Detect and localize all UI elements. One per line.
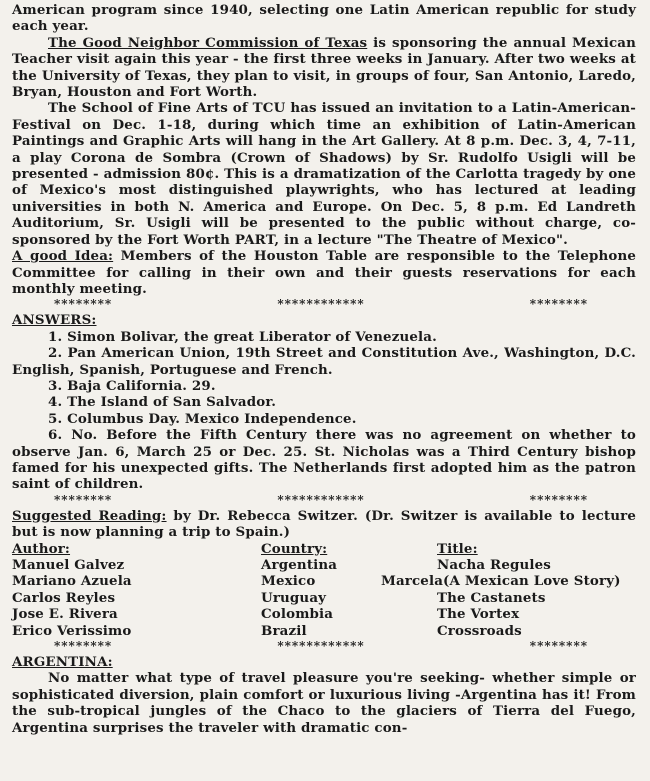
answer-item-1: 1. Simon Bolivar, the great Liberator of Venezuela. — [48, 328, 437, 345]
answer-item-5: 5. Columbus Day. Mexico Independence. — [48, 410, 357, 427]
reading-country: Mexico — [261, 573, 316, 590]
header-author: Author: — [12, 540, 71, 557]
answers-heading: ANSWERS: — [12, 312, 97, 329]
reading-author: Manuel Galvez — [12, 556, 125, 573]
separator-1 — [12, 297, 636, 312]
answer-item-6: 6. No. Before the Fifth Century there was no agreement on whether to observe Jan. 6, March 25 or Dec. 25. St. Nicholas was a Third Century bishop famed for his unexpected gifts. The Netherlands first adopted him as the patron saint of children. — [12, 427, 636, 493]
separator-3 — [12, 639, 636, 654]
separator-left: ******** — [54, 297, 113, 312]
paragraph-argentina: No matter what type of travel pleasure you're seeking- whether simple or sophisticated diversion, plain comfort or luxurious living -Argentina has it! From the sub-tropical jungles of the Chaco to the glaciers of Tierra del Fuego, Argentina surprises the traveler with dramatic con- — [12, 670, 636, 736]
argentina-heading: ARGENTINA: — [12, 653, 113, 670]
separator-left: ******** — [54, 638, 113, 653]
reading-title: Nacha Regules — [437, 556, 551, 573]
reading-country: Argentina — [261, 556, 338, 573]
reading-author: Carlos Reyles — [12, 589, 116, 606]
reading-country: Brazil — [261, 622, 307, 639]
separator-right: ******** — [529, 492, 588, 507]
header-title: Title: — [437, 540, 478, 557]
paragraph-good-idea — [12, 248, 636, 297]
separator-center: ************ — [277, 297, 365, 312]
reading-title: The Castanets — [437, 589, 546, 606]
reading-country: Uruguay — [261, 589, 327, 606]
separator-left: ******** — [54, 492, 113, 507]
separator-right: ******** — [529, 638, 588, 653]
reading-country: Colombia — [261, 606, 334, 623]
good-neighbor-lead: The Good Neighbor Commission of Texas — [48, 34, 368, 51]
paragraph-tcu-festival: The School of Fine Arts of TCU has issued an invitation to a Latin-American-Festival on Dec. 1-18, during which time an exhibition of Latin-American Paintings and Graphic Arts will hang in the Art Gallery. At 8 p.m. Dec. 3, 4, 7-11, a play Corona de Sombra (Crown of Shadows) by Sr. Rudolfo Usigli will be presented - admission 80¢. This is a dramatization of the Carlotta tragedy by one of Mexico's most distinguished playwrights, who has lectured at leading universities in both N. America and Europe. On Dec. 5, 8 p.m. Ed Landreth Auditorium, Sr. Usigli will be presented to the public without charge, co-sponsored by the Fort Worth PART, in a lecture "The Theatre of Mexico". — [12, 100, 636, 248]
good-idea-lead: A good Idea: — [12, 248, 114, 265]
reading-title: Crossroads — [437, 622, 522, 639]
paragraph-good-neighbor — [12, 35, 636, 101]
reading-title: The Vortex — [437, 606, 520, 623]
reading-author: Jose E. Rivera — [12, 606, 118, 623]
good-idea-text: Members of the Houston Table are responsible to the Telephone Committee for calling in their own and their guests reservations for each monthly meeting. — [12, 248, 636, 297]
separator-2 — [12, 493, 636, 508]
reading-author: Erico Verissimo — [12, 622, 132, 639]
answer-item-3: 3. Baja California. 29. — [48, 377, 216, 394]
separator-right: ******** — [529, 297, 588, 312]
suggested-reading-text: by Dr. Rebecca Switzer. (Dr. Switzer is available to lecture but is now planning a trip to Spain.) — [12, 507, 637, 541]
answer-item-2: 2. Pan American Union, 19th Street and Constitution Ave., Washington, D.C. English, Spanish, Portuguese and French. — [12, 345, 636, 378]
reading-author: Mariano Azuela — [12, 573, 132, 590]
answers-list — [12, 329, 636, 493]
good-neighbor-text: is sponsoring the annual Mexican Teacher visit again this year - the first three weeks in January. After two weeks at the University of Texas, they plan to visit, in groups of four, San Antonio, Laredo, Bryan, Houston and Fort Worth. — [12, 34, 637, 101]
answer-item-4: 4. The Island of San Salvador. — [48, 394, 277, 411]
paragraph-intro: American program since 1940, selecting one Latin American republic for study each year. — [12, 2, 636, 35]
suggested-reading-lead: Suggested Reading: — [12, 507, 167, 524]
separator-center: ************ — [277, 638, 365, 653]
paragraph-suggested-reading — [12, 508, 636, 541]
reading-title: Marcela(A Mexican Love Story) — [381, 573, 621, 590]
separator-center: ************ — [277, 492, 365, 507]
header-country: Country: — [261, 540, 328, 557]
reading-table — [12, 541, 636, 639]
